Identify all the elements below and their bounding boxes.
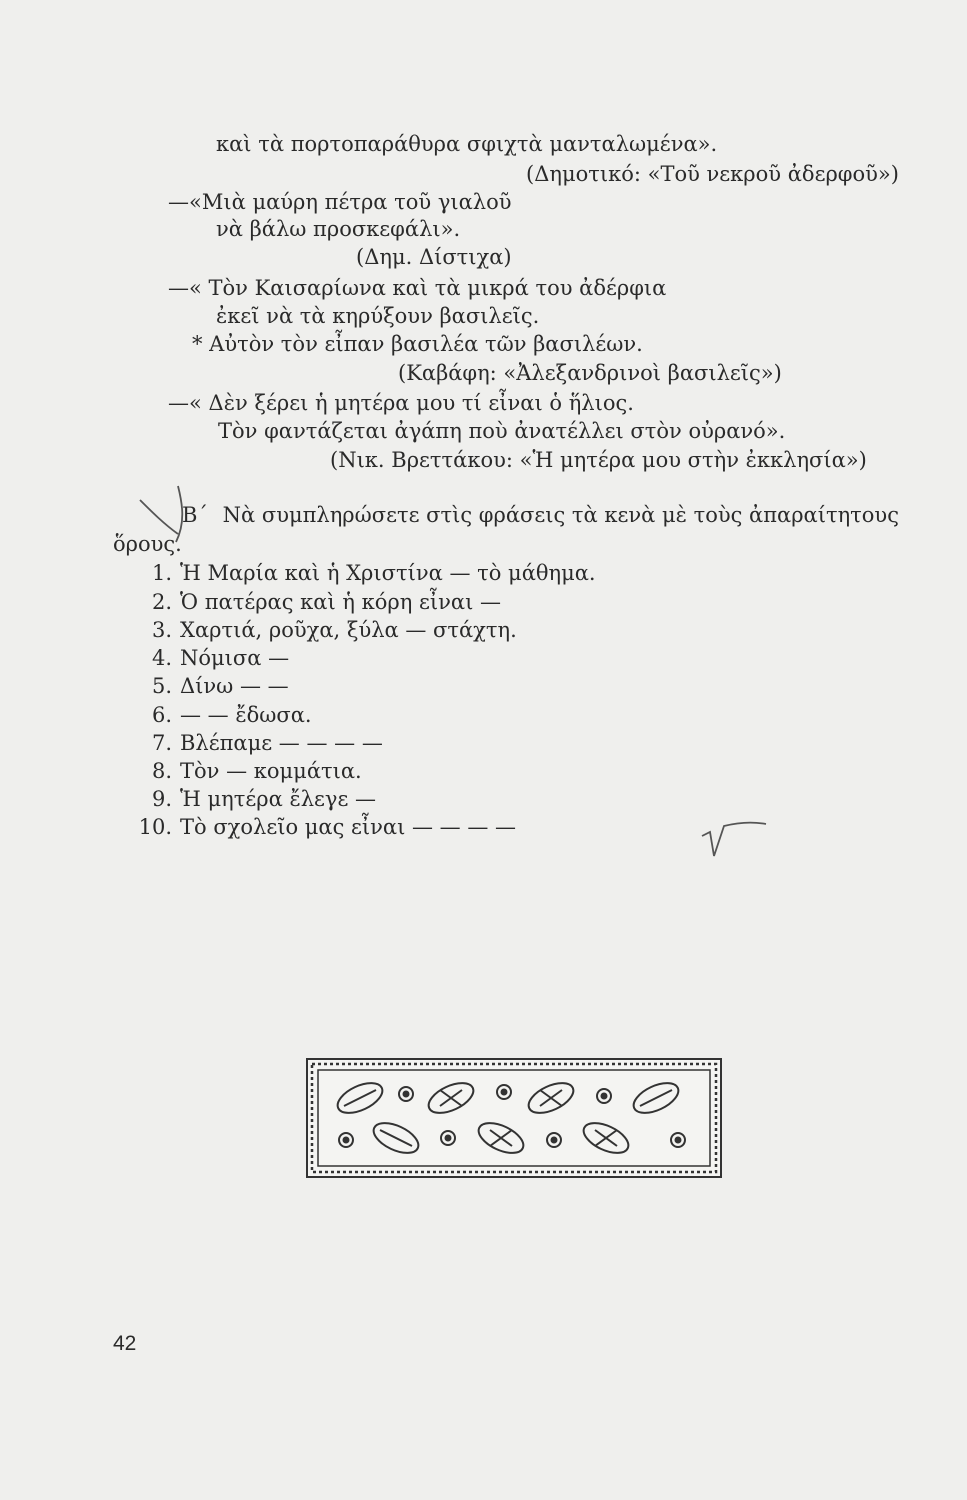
- poem-line: ἐκεῖ νὰ τὰ κηρύξουν βασιλεῖς.: [216, 304, 540, 328]
- list-item: 7. Βλέπαμε — — — —: [151, 731, 383, 755]
- poem-line: νὰ βάλω προσκεφάλι».: [216, 217, 461, 241]
- source-citation: (Νικ. Βρεττάκου: «Ἡ μητέρα μου στὴν ἐκκλησία»): [330, 448, 867, 472]
- source-citation: (Δημ. Δίστιχα): [356, 245, 512, 269]
- poem-line: * Αὐτὸν τὸν εἶπαν βασιλέα τῶν βασιλέων.: [192, 332, 643, 356]
- list-item: 3. Χαρτιά, ροῦχα, ξύλα — στάχτη.: [151, 618, 517, 642]
- poem-line: —«Μιὰ μαύρη πέτρα τοῦ γιαλοῦ: [168, 190, 512, 214]
- list-item: 9. Ἡ μητέρα ἔλεγε —: [151, 787, 377, 811]
- exercise-instruction: [182, 502, 899, 528]
- list-item: 2. Ὁ πατέρας καὶ ἡ κόρη εἶναι —: [151, 590, 501, 614]
- instruction-text: Νὰ συμπληρώσετε στὶς φράσεις τὰ κενὰ μὲ τοὺς ἀπαραίτητους: [222, 503, 899, 527]
- pencil-check-icon: [700, 818, 770, 868]
- poem-line: Τὸν φαντάζεται ἀγάπη ποὺ ἀνατέλλει στὸν οὐρανό».: [218, 419, 786, 443]
- list-item: 8. Τὸν — κομμάτια.: [151, 759, 362, 783]
- ornamental-border-icon: [306, 1058, 722, 1178]
- poem-line: καὶ τὰ πορτοπαράθυρα σφιχτὰ μανταλωμένα».: [216, 132, 718, 156]
- list-item: 5. Δίνω — —: [151, 674, 289, 698]
- source-citation: (Δημοτικό: «Τοῦ νεκροῦ ἀδερφοῦ»): [526, 162, 899, 186]
- list-item: 1. Ἡ Μαρία καὶ ἡ Χριστίνα — τὸ μάθημα.: [151, 561, 596, 585]
- page-number: 42: [113, 1332, 137, 1355]
- list-item: 10. Τὸ σχολεῖο μας εἶναι — — — —: [138, 815, 517, 839]
- poem-line: —« Τὸν Καισαρίωνα καὶ τὰ μικρά του ἀδέρφια: [168, 276, 667, 300]
- exercise-instruction-cont: ὅρους.: [113, 532, 182, 556]
- source-citation: (Καβάφη: «Ἀλεξανδρινοὶ βασιλεῖς»): [398, 361, 782, 385]
- exercise-label: Β΄: [182, 503, 208, 527]
- list-item: 4. Νόμισα —: [151, 646, 290, 670]
- list-item: 6. — — ἔδωσα.: [151, 703, 312, 727]
- poem-line: —« Δὲν ξέρει ἡ μητέρα μου τί εἶναι ὁ ἥλιος.: [168, 391, 634, 415]
